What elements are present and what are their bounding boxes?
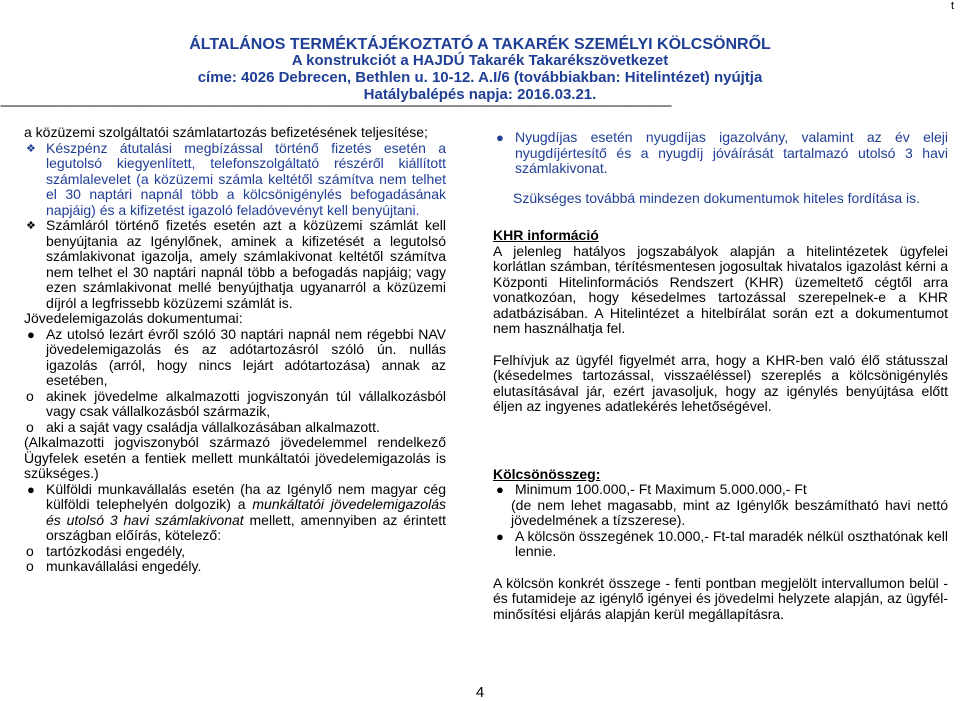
loan-amount-title: Kölcsönösszeg: — [493, 465, 601, 482]
subitem-text: akinek jövedelme alkalmazotti jogviszonyán túl vállalkozásból vagy csak vállalkozásból származik, — [46, 387, 446, 419]
bullet-text: A kölcsön összegének 10.000,- Ft-tal maradék nélkül oszthatónak kell lennie. — [515, 527, 948, 559]
bullet-text: Nyugdíjas esetén nyugdíjas igazolvány, valamint az év eleji nyugdíjértesítő és a nyugdíj jóváírását tartalmazó utolsó 3 havi számlakivonat. — [515, 129, 948, 176]
bullet-text: Az utolsó lezárt évről szóló 30 naptári napnál nem régebbi NAV jövedelemigazolás és az adótartozásról szóló ún. nullás igazolás (arról, hogy nincs lejárt adótartozása) annak az esetében, — [46, 325, 446, 388]
loan-final-paragraph: A kölcsön konkrét összege - fenti pontban megjelölt intervallumon belül - és futamideje az igénylő igényei és jövedelmi helyzete alapján, az ügyfél-minősítési eljárás alapján kerül megállapításra. — [493, 574, 948, 622]
header-address: címe: 4026 Debrecen, Bethlen u. 10-12. A.I/6 (továbbiakban: Hitelintézet) nyújtja — [197, 69, 763, 86]
subitem-text: munkavállalási engedély. — [46, 558, 202, 574]
bullet-text-start: Külföldi munkavállalás esetén (ha az Igénylő nem magyar cég külföldi telephelyén dolgozik) a — [46, 480, 446, 512]
bullet-text: Minimum 100.000,- Ft Maximum 5.000.000,- Ft — [515, 481, 807, 497]
right-column — [493, 130, 948, 622]
left-bullet-nav-certificate — [24, 327, 446, 389]
bullet-dot-icon: ● — [496, 528, 504, 544]
subitem-text: tartózkodási engedély, — [46, 542, 186, 559]
left-intro-text: a közüzemi szolgáltatói számlatartozás befizetésének teljesítése; — [24, 124, 428, 140]
left-employee-note: (Alkalmazotti jogviszonyból származó jövedelemmel rendelkező Ügyfelek esetén a fentiek mellett munkáltatói jövedelemigazolás is szükséges.) — [24, 434, 446, 481]
bullet-dot-icon: ● — [27, 326, 35, 342]
subitem-text: aki a saját vagy családja vállalkozásában alkalmazott. — [46, 418, 380, 435]
khr-paragraph-2: Felhívjuk az ügyfél figyelmét arra, hogy a KHR-ben való élő státusszal (késedelmes tartozással, visszaéléssel) szereplés a kölcsönigénylés elutasításával jár, ezért javasoljuk, hogy az igénylés benyújtása előtt éljen az ingyenes adatlekérés lehetőségével. — [493, 351, 948, 414]
bullet-dot-icon: ● — [27, 481, 35, 497]
bullet-dot-icon: ● — [496, 482, 504, 497]
loan-bullet-divisible — [493, 529, 948, 560]
right-bullet-pensioner — [493, 130, 948, 177]
left-bullet-account-payment — [24, 218, 446, 311]
circle-bullet-icon: o — [26, 542, 34, 559]
header-provider: A konstrukciót a HAJDÚ Takarék Takarékszövetkezet — [291, 52, 669, 69]
loan-min-max-note: (de nem lehet magasabb, mint az Igénylők beszámítható havi nettó jövedelmének a tízszerese). — [511, 496, 948, 528]
header-title: ÁLTALÁNOS TERMÉKTÁJÉKOZTATÓ A TAKARÉK SZEMÉLYI KÖLCSÖNRŐL — [189, 36, 771, 53]
khr-paragraph-1: A jelenleg hatályos jogszabályok alapján a hitelintézetek ügyfelei korlátlan számban, térítésmentesen jogosultak hivatalos igazolást kérni a Központi Hitelinformációs Rendszert (KHR) üzemeltető cégtől arra vonatkozóan, hogy késedelmes tartozással szerepelnek-e a KHR adatbázisában. A Hitelintézet a hitelbírálat során ezt a dokumentumot nem használhatja fel. — [493, 242, 948, 336]
left-subitem-family-business — [24, 420, 446, 436]
circle-bullet-icon: o — [26, 558, 34, 574]
khr-section-title: KHR információ — [493, 227, 599, 243]
left-subitem-work-permit — [24, 559, 446, 575]
header-separator: -------------------------------------------------------------------------------------------------------------------------------------------------------------------------------------------------------------------------------- — [0, 99, 672, 111]
corner-mark: t — [950, 0, 954, 12]
bullet-text-italic: munkáltatói jövedelemigazolás és utolsó 3 havi számlakivonat — [46, 496, 446, 528]
square-bullet-icon: ❖ — [26, 142, 36, 155]
loan-bullet-min-max — [493, 482, 948, 498]
page-number: 4 — [475, 684, 485, 701]
circle-bullet-icon: o — [26, 418, 34, 435]
right-translation-note: Szükséges továbbá mindezen dokumentumok hiteles fordítása is. — [513, 189, 921, 206]
document-header — [0, 37, 960, 103]
left-subitem-entrepreneur — [24, 389, 446, 420]
income-docs-title: Jövedelemigazolás dokumentumai: — [24, 310, 243, 326]
header-effective-date: Hatálybalépés napja: 2016.03.21. — [363, 86, 597, 103]
bullet-text: Számláról történő fizetés esetén azt a közüzemi számlát kell benyújtania az Igénylőnek, aminek a kifizetését a legutolsó számlakivonat igazolja, amely számlakivonat keltétől számítva nem telhet el 30 naptári napnál több a befogadás napjáig; vagy ezen számlakivonat mellé benyújthatja ugyanarról a közüzemi díjról a legfrissebb közüzemi számlát is. — [46, 217, 446, 311]
square-bullet-icon: ❖ — [26, 220, 36, 232]
left-bullet-foreign-work — [24, 482, 446, 544]
bullet-dot-icon: ● — [496, 130, 504, 145]
left-bullet-cash-transfer — [24, 141, 446, 219]
bullet-text: Készpénz átutalási megbízással történő fizetés esetén a legutolsó kiegyenlített, telefonszolgáltató részéről kiállított számlalevelet (a közüzemi számla keltétől számítva nem telhet el 30 naptári napnál több a kölcsönigénylés befogadásának napjáig) és a kifizetést igazoló feladóvevényt kell benyújtani. — [46, 139, 446, 218]
bullet-text-end: mellett, amennyiben az érintett országban előírás, kötelező: — [46, 511, 447, 543]
left-column — [24, 125, 446, 575]
left-subitem-residence-permit — [24, 544, 446, 560]
circle-bullet-icon: o — [26, 387, 34, 404]
